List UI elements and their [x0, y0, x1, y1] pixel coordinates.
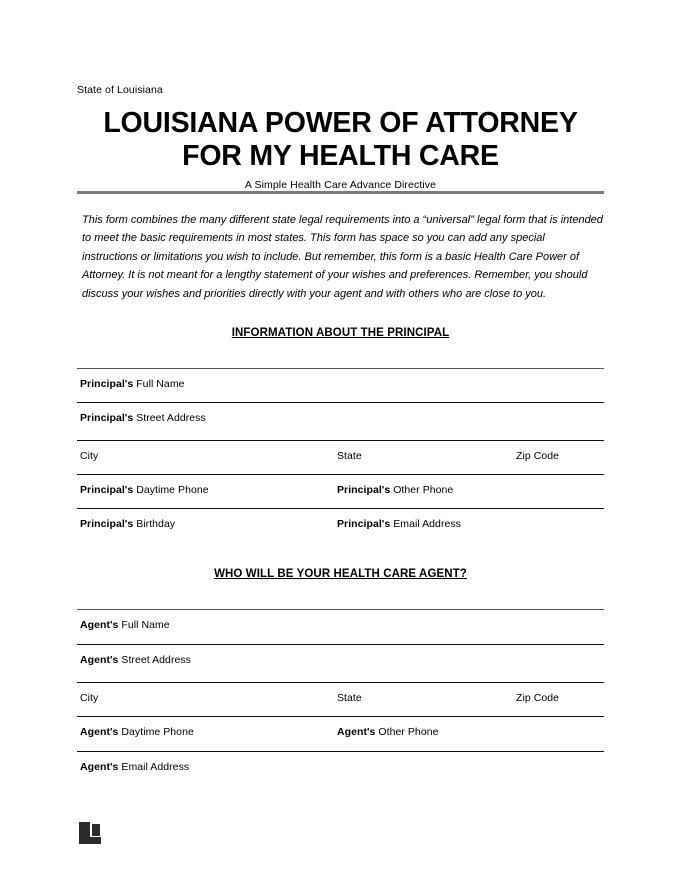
page-title — [77, 107, 604, 173]
field-label-text: Other Phone — [375, 726, 439, 738]
form-row-agent-street-address[interactable] — [77, 644, 604, 679]
field-label-agent-phones-1 — [337, 726, 439, 739]
field-label-text: Full Name — [133, 378, 185, 390]
form-row-agent-city-state-zip[interactable] — [77, 682, 604, 717]
field-label-text: Email Address — [390, 518, 461, 530]
form-row-principal-birthday-email[interactable] — [77, 508, 604, 543]
field-label-agent-city-state-zip-2 — [516, 692, 559, 705]
field-label-text: Daytime Phone — [133, 484, 209, 496]
field-label-agent-phones-0 — [80, 726, 194, 739]
field-label-principal-phones-1 — [337, 484, 453, 497]
field-label-strong: Agent's — [80, 761, 119, 773]
field-label-strong: Principal's — [337, 518, 391, 530]
section-heading-agent: WHO WILL BE YOUR HEALTH CARE AGENT? — [214, 568, 467, 580]
field-label-text: Street Address — [118, 654, 191, 666]
field-label-text: City — [80, 450, 99, 462]
field-label-strong: Agent's — [80, 726, 119, 738]
intro-paragraph: This form combines the many different state legal requirements into a “universal” legal form that is intended to meet the basic requirements in most states. This form has space so you can add any special instructions or limitations you wish to include. But remember, this form is a basic Health Care Power of Attorney. It is not meant for a lengthy statement of your wishes and preferences. Remember, you should discuss your wishes and priorities directly with your agent and with others who are close to you. — [82, 214, 603, 300]
field-label-text: Other Phone — [390, 484, 454, 496]
page-title-line-1: LOUISIANA POWER OF ATTORNEY — [103, 107, 578, 139]
title-block — [77, 107, 604, 192]
field-label-agent-street-address-0 — [80, 654, 191, 667]
form-row-agent-email[interactable] — [77, 751, 604, 786]
field-label-strong: Principal's — [337, 484, 391, 496]
field-label-strong: Agent's — [80, 619, 119, 631]
field-label-strong: Principal's — [80, 378, 134, 390]
logo-notch — [90, 822, 101, 837]
field-label-text: State — [337, 692, 362, 704]
field-label-principal-city-state-zip-1 — [337, 450, 362, 463]
form-row-principal-street-address[interactable] — [77, 402, 604, 437]
field-label-text: Email Address — [118, 761, 190, 773]
field-label-text: Zip Code — [516, 450, 560, 462]
field-label-principal-birthday-email-1 — [337, 518, 461, 531]
field-label-strong: Principal's — [80, 518, 134, 530]
page-subtitle: A Simple Health Care Advance Directive — [244, 179, 437, 191]
field-label-text: Street Address — [133, 412, 206, 424]
form-row-principal-phones[interactable] — [77, 474, 604, 509]
form-row-agent-phones[interactable] — [77, 716, 604, 751]
field-label-strong: Principal's — [80, 412, 134, 424]
legal-templates-logo-icon — [79, 822, 101, 844]
field-label-text: Birthday — [133, 518, 176, 530]
form-row-principal-full-name[interactable] — [77, 368, 604, 403]
field-label-principal-street-address-0 — [80, 412, 206, 425]
form-row-principal-city-state-zip[interactable] — [77, 440, 604, 475]
field-label-text: Zip Code — [516, 692, 560, 704]
state-line: State of Louisiana — [77, 84, 163, 96]
field-label-agent-email-0 — [80, 761, 189, 774]
field-label-agent-city-state-zip-0 — [80, 692, 98, 705]
form-row-agent-full-name[interactable] — [77, 609, 604, 644]
title-divider — [77, 191, 604, 194]
field-label-principal-full-name-0 — [80, 378, 185, 391]
field-label-text: Daytime Phone — [118, 726, 194, 738]
field-label-principal-birthday-email-0 — [80, 518, 175, 531]
field-label-principal-phones-0 — [80, 484, 209, 497]
field-label-strong: Principal's — [80, 484, 134, 496]
section-heading-principal: INFORMATION ABOUT THE PRINCIPAL — [231, 327, 450, 339]
field-label-principal-city-state-zip-0 — [80, 450, 98, 463]
page-title-line-2: FOR MY HEALTH CARE — [182, 140, 499, 172]
field-label-strong: Agent's — [80, 654, 119, 666]
logo-inner-block — [92, 824, 100, 836]
field-label-text: State — [337, 450, 362, 462]
field-label-text: Full Name — [118, 619, 170, 631]
field-label-text: City — [80, 692, 99, 704]
field-label-agent-city-state-zip-1 — [337, 692, 362, 705]
field-label-agent-full-name-0 — [80, 619, 170, 632]
field-label-principal-city-state-zip-2 — [516, 450, 559, 463]
field-label-strong: Agent's — [337, 726, 376, 738]
